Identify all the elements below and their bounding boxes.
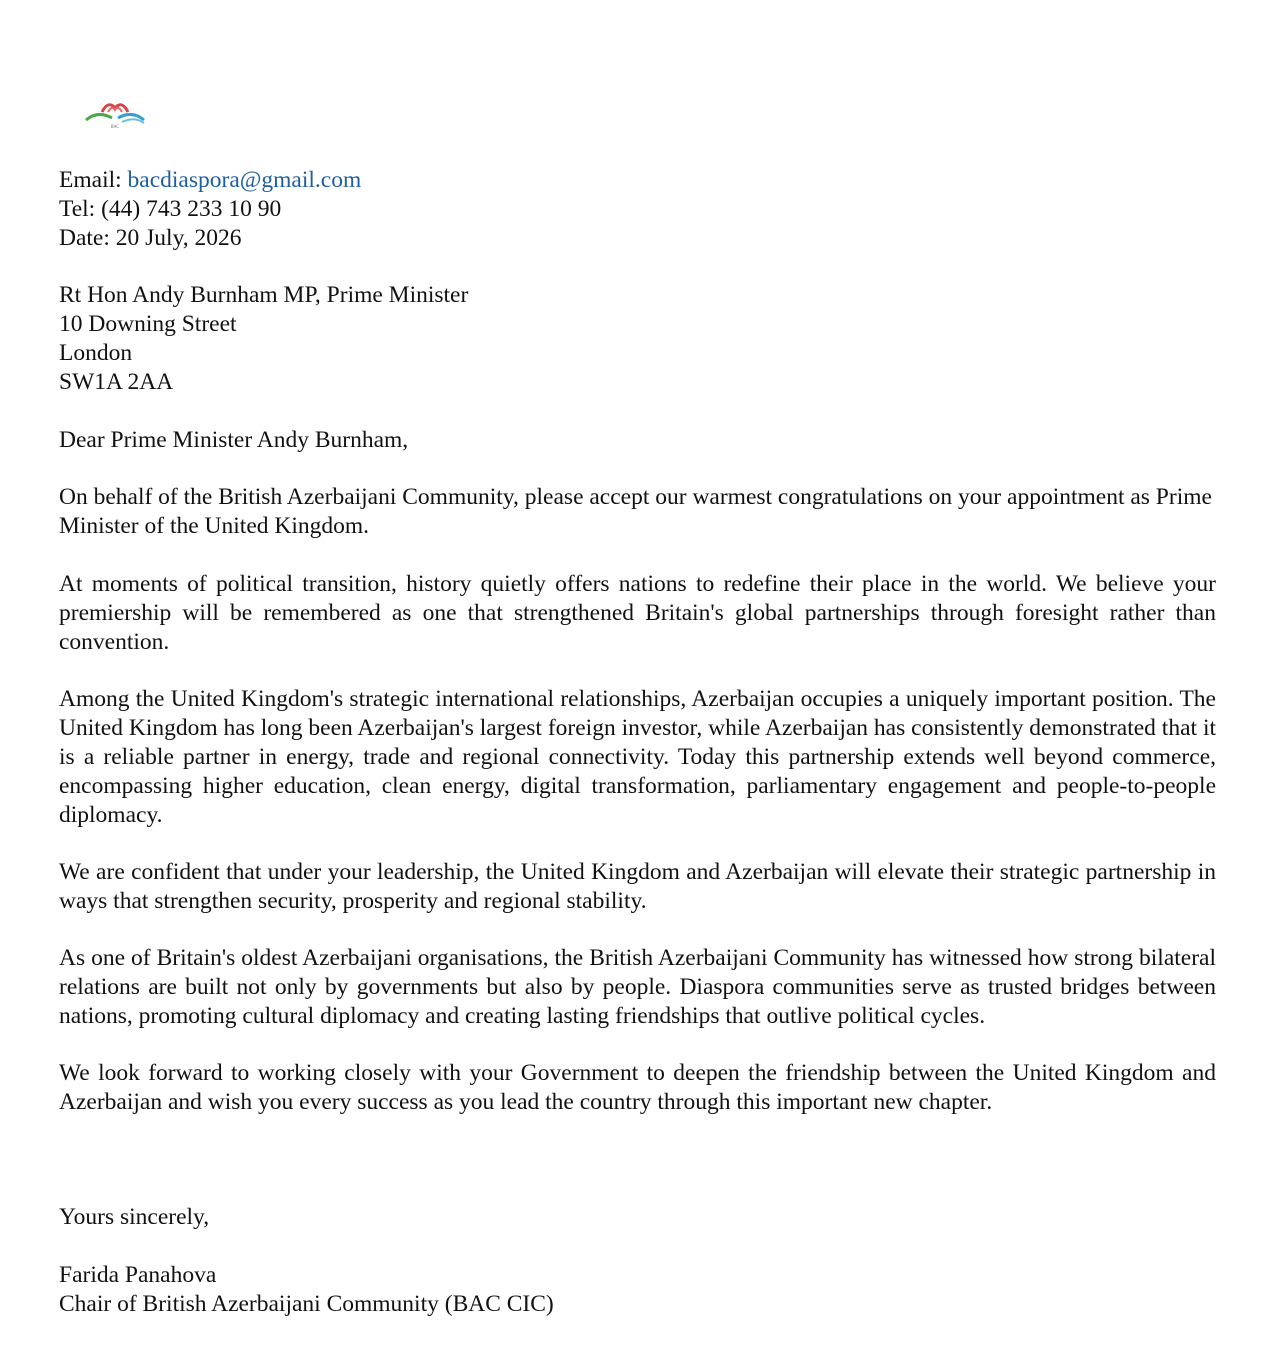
body-paragraph: At moments of political transition, history quietly offers nations to redefine their place in the world. We believe your premiership will be remembered as one that strengthened Britain's global partnerships through foresight rather than convention. [59,571,1216,655]
bac-community-logo-icon [84,98,146,130]
email-label: Email: [59,167,122,193]
body-paragraph: On behalf of the British Azerbaijani Community, please accept our warmest congratulations on your appointment as Prime Minister of the United Kingdom. [59,484,1212,539]
email-line [59,166,361,195]
sender-contact [59,166,361,253]
body-paragraph: Among the United Kingdom's strategic international relationships, Azerbaijan occupies a uniquely important position. The United Kingdom has long been Azerbaijan's largest foreign investor, while Azerbaijan has consistently demonstrated that it is a reliable partner in energy, trade and regional connectivity. Today this partnership extends well beyond commerce, encompassing higher education, clean energy, digital transformation, parliamentary engagement and people-to-people diplomacy. [59,686,1216,828]
email-link[interactable]: bacdiaspora@gmail.com [127,167,362,193]
salutation: Dear Prime Minister Andy Burnham, [59,427,409,453]
recipient-line: SW1A 2AA [59,369,174,395]
recipient-address [59,281,468,397]
signatory-title: Chair of British Azerbaijani Community (BAC CIC) [59,1291,554,1317]
signature-block [59,1261,554,1319]
recipient-line: London [59,340,133,366]
recipient-line: Rt Hon Andy Burnham MP, Prime Minister [59,282,469,308]
closing: Yours sincerely, [59,1204,210,1230]
recipient-line: 10 Downing Street [59,311,237,337]
body-paragraph: As one of Britain's oldest Azerbaijani organisations, the British Azerbaijani Community has witnessed how strong bilateral relations are built not only by governments but also by people. Diaspora communities serve as trusted bridges between nations, promoting cultural diplomacy and creating lasting friendships that outlive political cycles. [59,945,1216,1029]
body-paragraph: We look forward to working closely with your Government to deepen the friendship between the United Kingdom and Azerbaijan and wish you every success as you lead the country through this important new chapter. [59,1060,1216,1115]
signatory-name: Farida Panahova [59,1262,217,1288]
telephone-line: Tel: (44) 743 233 10 90 [59,196,282,222]
svg-text:BAC: BAC [110,124,120,129]
date-line: Date: 20 July, 2026 [59,225,242,251]
body-paragraph: We are confident that under your leadership, the United Kingdom and Azerbaijan will elevate their strategic partnership in ways that strengthen security, prosperity and regional stability. [59,859,1216,914]
